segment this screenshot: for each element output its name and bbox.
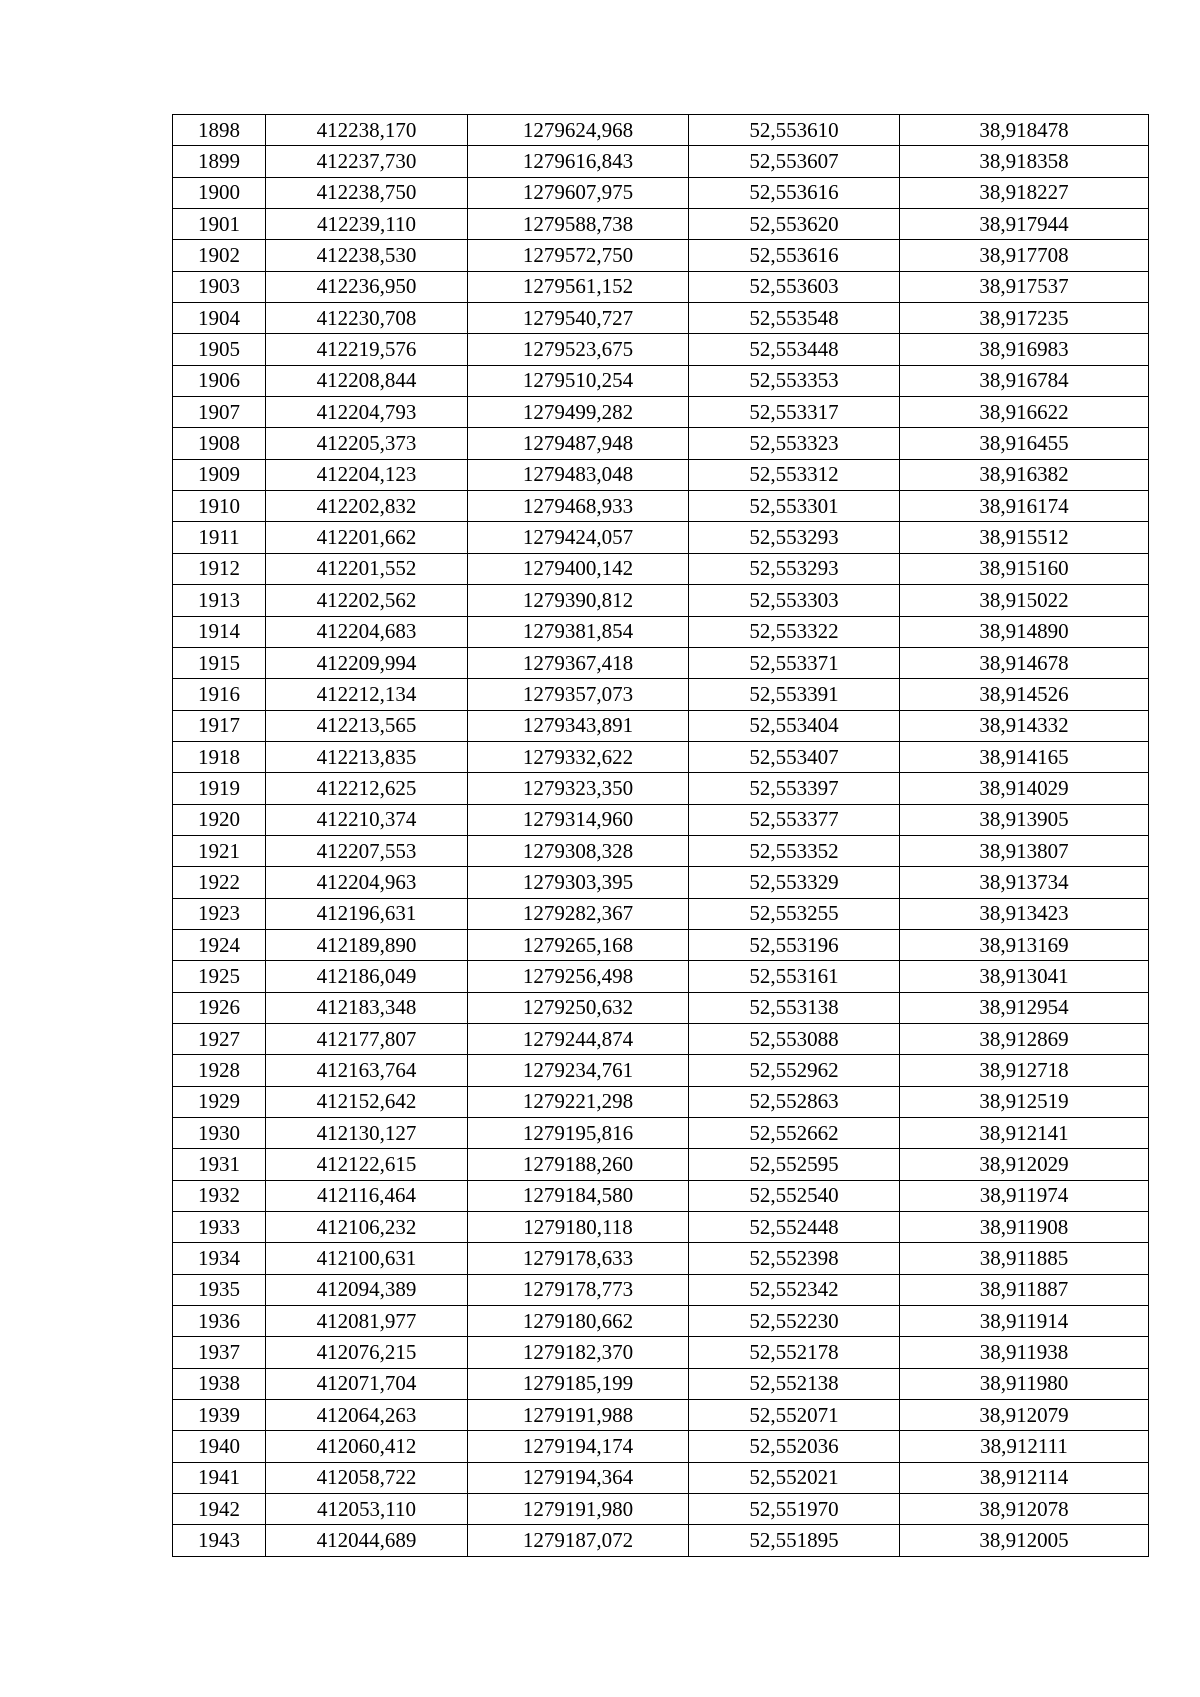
point-number-cell: 1914 xyxy=(173,616,266,647)
point-number-cell: 1912 xyxy=(173,553,266,584)
point-number-cell: 1911 xyxy=(173,522,266,553)
y-coordinate-cell: 1279381,854 xyxy=(468,616,689,647)
latitude-cell: 52,553255 xyxy=(689,898,900,929)
point-number-cell: 1935 xyxy=(173,1274,266,1305)
latitude-cell: 52,552342 xyxy=(689,1274,900,1305)
longitude-cell: 38,915512 xyxy=(900,522,1149,553)
x-coordinate-cell: 412212,134 xyxy=(266,679,468,710)
x-coordinate-cell: 412238,530 xyxy=(266,240,468,271)
longitude-cell: 38,917708 xyxy=(900,240,1149,271)
longitude-cell: 38,911885 xyxy=(900,1243,1149,1274)
y-coordinate-cell: 1279250,632 xyxy=(468,992,689,1023)
longitude-cell: 38,912029 xyxy=(900,1149,1149,1180)
x-coordinate-cell: 412116,464 xyxy=(266,1180,468,1211)
table-row xyxy=(173,773,1149,804)
y-coordinate-cell: 1279487,948 xyxy=(468,428,689,459)
longitude-cell: 38,918227 xyxy=(900,177,1149,208)
point-number-cell: 1920 xyxy=(173,804,266,835)
point-number-cell: 1915 xyxy=(173,647,266,678)
x-coordinate-cell: 412058,722 xyxy=(266,1462,468,1493)
table-row xyxy=(173,585,1149,616)
longitude-cell: 38,916784 xyxy=(900,365,1149,396)
latitude-cell: 52,552962 xyxy=(689,1055,900,1086)
y-coordinate-cell: 1279468,933 xyxy=(468,491,689,522)
x-coordinate-cell: 412053,110 xyxy=(266,1494,468,1525)
table-row xyxy=(173,1086,1149,1117)
point-number-cell: 1941 xyxy=(173,1462,266,1493)
point-number-cell: 1932 xyxy=(173,1180,266,1211)
y-coordinate-cell: 1279483,048 xyxy=(468,459,689,490)
point-number-cell: 1926 xyxy=(173,992,266,1023)
table-row xyxy=(173,1400,1149,1431)
longitude-cell: 38,914526 xyxy=(900,679,1149,710)
x-coordinate-cell: 412210,374 xyxy=(266,804,468,835)
table-row xyxy=(173,961,1149,992)
coordinate-table xyxy=(172,114,1149,1557)
y-coordinate-cell: 1279180,662 xyxy=(468,1306,689,1337)
table-row xyxy=(173,1525,1149,1556)
longitude-cell: 38,917537 xyxy=(900,271,1149,302)
longitude-cell: 38,914165 xyxy=(900,741,1149,772)
point-number-cell: 1927 xyxy=(173,1023,266,1054)
longitude-cell: 38,912869 xyxy=(900,1023,1149,1054)
latitude-cell: 52,553196 xyxy=(689,929,900,960)
longitude-cell: 38,914332 xyxy=(900,710,1149,741)
table-row xyxy=(173,522,1149,553)
longitude-cell: 38,914890 xyxy=(900,616,1149,647)
y-coordinate-cell: 1279510,254 xyxy=(468,365,689,396)
y-coordinate-cell: 1279256,498 xyxy=(468,961,689,992)
x-coordinate-cell: 412202,832 xyxy=(266,491,468,522)
x-coordinate-cell: 412100,631 xyxy=(266,1243,468,1274)
latitude-cell: 52,552071 xyxy=(689,1400,900,1431)
latitude-cell: 52,553323 xyxy=(689,428,900,459)
y-coordinate-cell: 1279184,580 xyxy=(468,1180,689,1211)
latitude-cell: 52,553161 xyxy=(689,961,900,992)
point-number-cell: 1899 xyxy=(173,146,266,177)
latitude-cell: 52,553377 xyxy=(689,804,900,835)
x-coordinate-cell: 412076,215 xyxy=(266,1337,468,1368)
table-row xyxy=(173,616,1149,647)
latitude-cell: 52,553293 xyxy=(689,522,900,553)
y-coordinate-cell: 1279308,328 xyxy=(468,835,689,866)
point-number-cell: 1929 xyxy=(173,1086,266,1117)
x-coordinate-cell: 412094,389 xyxy=(266,1274,468,1305)
point-number-cell: 1942 xyxy=(173,1494,266,1525)
latitude-cell: 52,552595 xyxy=(689,1149,900,1180)
table-row xyxy=(173,992,1149,1023)
longitude-cell: 38,913169 xyxy=(900,929,1149,960)
x-coordinate-cell: 412237,730 xyxy=(266,146,468,177)
y-coordinate-cell: 1279607,975 xyxy=(468,177,689,208)
table-row xyxy=(173,177,1149,208)
latitude-cell: 52,552036 xyxy=(689,1431,900,1462)
point-number-cell: 1934 xyxy=(173,1243,266,1274)
y-coordinate-cell: 1279561,152 xyxy=(468,271,689,302)
longitude-cell: 38,912078 xyxy=(900,1494,1149,1525)
latitude-cell: 52,553548 xyxy=(689,303,900,334)
x-coordinate-cell: 412212,625 xyxy=(266,773,468,804)
longitude-cell: 38,911974 xyxy=(900,1180,1149,1211)
latitude-cell: 52,552863 xyxy=(689,1086,900,1117)
longitude-cell: 38,912954 xyxy=(900,992,1149,1023)
x-coordinate-cell: 412204,963 xyxy=(266,867,468,898)
table-row xyxy=(173,1368,1149,1399)
y-coordinate-cell: 1279194,174 xyxy=(468,1431,689,1462)
table-row xyxy=(173,929,1149,960)
point-number-cell: 1905 xyxy=(173,334,266,365)
table-row xyxy=(173,867,1149,898)
longitude-cell: 38,914678 xyxy=(900,647,1149,678)
x-coordinate-cell: 412044,689 xyxy=(266,1525,468,1556)
table-row xyxy=(173,365,1149,396)
y-coordinate-cell: 1279424,057 xyxy=(468,522,689,553)
latitude-cell: 52,552021 xyxy=(689,1462,900,1493)
latitude-cell: 52,552398 xyxy=(689,1243,900,1274)
point-number-cell: 1928 xyxy=(173,1055,266,1086)
y-coordinate-cell: 1279188,260 xyxy=(468,1149,689,1180)
point-number-cell: 1903 xyxy=(173,271,266,302)
latitude-cell: 52,553616 xyxy=(689,240,900,271)
latitude-cell: 52,553407 xyxy=(689,741,900,772)
y-coordinate-cell: 1279178,633 xyxy=(468,1243,689,1274)
longitude-cell: 38,912079 xyxy=(900,1400,1149,1431)
longitude-cell: 38,913734 xyxy=(900,867,1149,898)
point-number-cell: 1906 xyxy=(173,365,266,396)
y-coordinate-cell: 1279624,968 xyxy=(468,115,689,146)
point-number-cell: 1933 xyxy=(173,1212,266,1243)
point-number-cell: 1917 xyxy=(173,710,266,741)
latitude-cell: 52,553303 xyxy=(689,585,900,616)
x-coordinate-cell: 412183,348 xyxy=(266,992,468,1023)
table-row xyxy=(173,553,1149,584)
y-coordinate-cell: 1279572,750 xyxy=(468,240,689,271)
longitude-cell: 38,914029 xyxy=(900,773,1149,804)
longitude-cell: 38,911914 xyxy=(900,1306,1149,1337)
table-row xyxy=(173,209,1149,240)
latitude-cell: 52,553610 xyxy=(689,115,900,146)
longitude-cell: 38,915022 xyxy=(900,585,1149,616)
longitude-cell: 38,915160 xyxy=(900,553,1149,584)
longitude-cell: 38,918478 xyxy=(900,115,1149,146)
x-coordinate-cell: 412230,708 xyxy=(266,303,468,334)
point-number-cell: 1923 xyxy=(173,898,266,929)
longitude-cell: 38,912519 xyxy=(900,1086,1149,1117)
x-coordinate-cell: 412201,552 xyxy=(266,553,468,584)
latitude-cell: 52,553301 xyxy=(689,491,900,522)
x-coordinate-cell: 412202,562 xyxy=(266,585,468,616)
latitude-cell: 52,553312 xyxy=(689,459,900,490)
longitude-cell: 38,912141 xyxy=(900,1118,1149,1149)
table-row xyxy=(173,1055,1149,1086)
point-number-cell: 1925 xyxy=(173,961,266,992)
latitude-cell: 52,552540 xyxy=(689,1180,900,1211)
table-row xyxy=(173,1494,1149,1525)
point-number-cell: 1939 xyxy=(173,1400,266,1431)
point-number-cell: 1940 xyxy=(173,1431,266,1462)
table-row xyxy=(173,1023,1149,1054)
longitude-cell: 38,912111 xyxy=(900,1431,1149,1462)
latitude-cell: 52,553353 xyxy=(689,365,900,396)
x-coordinate-cell: 412207,553 xyxy=(266,835,468,866)
point-number-cell: 1902 xyxy=(173,240,266,271)
point-number-cell: 1918 xyxy=(173,741,266,772)
y-coordinate-cell: 1279400,142 xyxy=(468,553,689,584)
x-coordinate-cell: 412064,263 xyxy=(266,1400,468,1431)
y-coordinate-cell: 1279182,370 xyxy=(468,1337,689,1368)
latitude-cell: 52,551895 xyxy=(689,1525,900,1556)
x-coordinate-cell: 412130,127 xyxy=(266,1118,468,1149)
y-coordinate-cell: 1279303,395 xyxy=(468,867,689,898)
longitude-cell: 38,913905 xyxy=(900,804,1149,835)
latitude-cell: 52,552230 xyxy=(689,1306,900,1337)
y-coordinate-cell: 1279194,364 xyxy=(468,1462,689,1493)
x-coordinate-cell: 412238,750 xyxy=(266,177,468,208)
point-number-cell: 1900 xyxy=(173,177,266,208)
table-row xyxy=(173,898,1149,929)
point-number-cell: 1910 xyxy=(173,491,266,522)
latitude-cell: 52,553329 xyxy=(689,867,900,898)
table-row xyxy=(173,1337,1149,1368)
x-coordinate-cell: 412238,170 xyxy=(266,115,468,146)
x-coordinate-cell: 412189,890 xyxy=(266,929,468,960)
x-coordinate-cell: 412204,683 xyxy=(266,616,468,647)
latitude-cell: 52,553397 xyxy=(689,773,900,804)
longitude-cell: 38,911908 xyxy=(900,1212,1149,1243)
x-coordinate-cell: 412071,704 xyxy=(266,1368,468,1399)
coordinate-table-body xyxy=(173,115,1149,1557)
y-coordinate-cell: 1279332,622 xyxy=(468,741,689,772)
latitude-cell: 52,553088 xyxy=(689,1023,900,1054)
y-coordinate-cell: 1279265,168 xyxy=(468,929,689,960)
table-row xyxy=(173,115,1149,146)
latitude-cell: 52,553352 xyxy=(689,835,900,866)
x-coordinate-cell: 412081,977 xyxy=(266,1306,468,1337)
point-number-cell: 1919 xyxy=(173,773,266,804)
longitude-cell: 38,917944 xyxy=(900,209,1149,240)
table-row xyxy=(173,271,1149,302)
x-coordinate-cell: 412209,994 xyxy=(266,647,468,678)
latitude-cell: 52,553322 xyxy=(689,616,900,647)
y-coordinate-cell: 1279499,282 xyxy=(468,397,689,428)
latitude-cell: 52,553620 xyxy=(689,209,900,240)
table-row xyxy=(173,428,1149,459)
longitude-cell: 38,916622 xyxy=(900,397,1149,428)
y-coordinate-cell: 1279234,761 xyxy=(468,1055,689,1086)
table-row xyxy=(173,1243,1149,1274)
y-coordinate-cell: 1279282,367 xyxy=(468,898,689,929)
point-number-cell: 1916 xyxy=(173,679,266,710)
x-coordinate-cell: 412163,764 xyxy=(266,1055,468,1086)
longitude-cell: 38,913041 xyxy=(900,961,1149,992)
y-coordinate-cell: 1279523,675 xyxy=(468,334,689,365)
x-coordinate-cell: 412204,793 xyxy=(266,397,468,428)
table-row xyxy=(173,741,1149,772)
longitude-cell: 38,916174 xyxy=(900,491,1149,522)
table-row xyxy=(173,240,1149,271)
table-row xyxy=(173,1274,1149,1305)
point-number-cell: 1921 xyxy=(173,835,266,866)
latitude-cell: 52,552448 xyxy=(689,1212,900,1243)
x-coordinate-cell: 412106,232 xyxy=(266,1212,468,1243)
table-row xyxy=(173,1306,1149,1337)
table-row xyxy=(173,710,1149,741)
table-row xyxy=(173,1431,1149,1462)
point-number-cell: 1908 xyxy=(173,428,266,459)
x-coordinate-cell: 412122,615 xyxy=(266,1149,468,1180)
y-coordinate-cell: 1279185,199 xyxy=(468,1368,689,1399)
y-coordinate-cell: 1279180,118 xyxy=(468,1212,689,1243)
point-number-cell: 1922 xyxy=(173,867,266,898)
latitude-cell: 52,553603 xyxy=(689,271,900,302)
x-coordinate-cell: 412204,123 xyxy=(266,459,468,490)
y-coordinate-cell: 1279187,072 xyxy=(468,1525,689,1556)
latitude-cell: 52,552138 xyxy=(689,1368,900,1399)
longitude-cell: 38,911887 xyxy=(900,1274,1149,1305)
point-number-cell: 1913 xyxy=(173,585,266,616)
y-coordinate-cell: 1279178,773 xyxy=(468,1274,689,1305)
longitude-cell: 38,913807 xyxy=(900,835,1149,866)
longitude-cell: 38,916382 xyxy=(900,459,1149,490)
table-row xyxy=(173,1149,1149,1180)
latitude-cell: 52,552178 xyxy=(689,1337,900,1368)
table-row xyxy=(173,835,1149,866)
x-coordinate-cell: 412152,642 xyxy=(266,1086,468,1117)
point-number-cell: 1901 xyxy=(173,209,266,240)
longitude-cell: 38,917235 xyxy=(900,303,1149,334)
longitude-cell: 38,911980 xyxy=(900,1368,1149,1399)
point-number-cell: 1936 xyxy=(173,1306,266,1337)
point-number-cell: 1909 xyxy=(173,459,266,490)
table-row xyxy=(173,334,1149,365)
table-row xyxy=(173,804,1149,835)
longitude-cell: 38,916983 xyxy=(900,334,1149,365)
longitude-cell: 38,912005 xyxy=(900,1525,1149,1556)
table-row xyxy=(173,1212,1149,1243)
y-coordinate-cell: 1279540,727 xyxy=(468,303,689,334)
y-coordinate-cell: 1279357,073 xyxy=(468,679,689,710)
x-coordinate-cell: 412213,565 xyxy=(266,710,468,741)
y-coordinate-cell: 1279616,843 xyxy=(468,146,689,177)
x-coordinate-cell: 412201,662 xyxy=(266,522,468,553)
latitude-cell: 52,553371 xyxy=(689,647,900,678)
table-row xyxy=(173,647,1149,678)
point-number-cell: 1938 xyxy=(173,1368,266,1399)
x-coordinate-cell: 412205,373 xyxy=(266,428,468,459)
y-coordinate-cell: 1279314,960 xyxy=(468,804,689,835)
table-row xyxy=(173,459,1149,490)
latitude-cell: 52,553293 xyxy=(689,553,900,584)
x-coordinate-cell: 412186,049 xyxy=(266,961,468,992)
y-coordinate-cell: 1279323,350 xyxy=(468,773,689,804)
x-coordinate-cell: 412213,835 xyxy=(266,741,468,772)
longitude-cell: 38,916455 xyxy=(900,428,1149,459)
y-coordinate-cell: 1279195,816 xyxy=(468,1118,689,1149)
latitude-cell: 52,551970 xyxy=(689,1494,900,1525)
y-coordinate-cell: 1279244,874 xyxy=(468,1023,689,1054)
table-row xyxy=(173,1118,1149,1149)
latitude-cell: 52,553404 xyxy=(689,710,900,741)
point-number-cell: 1898 xyxy=(173,115,266,146)
y-coordinate-cell: 1279191,988 xyxy=(468,1400,689,1431)
point-number-cell: 1931 xyxy=(173,1149,266,1180)
latitude-cell: 52,553448 xyxy=(689,334,900,365)
table-row xyxy=(173,146,1149,177)
longitude-cell: 38,912718 xyxy=(900,1055,1149,1086)
x-coordinate-cell: 412196,631 xyxy=(266,898,468,929)
x-coordinate-cell: 412208,844 xyxy=(266,365,468,396)
latitude-cell: 52,552662 xyxy=(689,1118,900,1149)
point-number-cell: 1930 xyxy=(173,1118,266,1149)
table-row xyxy=(173,1462,1149,1493)
point-number-cell: 1943 xyxy=(173,1525,266,1556)
y-coordinate-cell: 1279390,812 xyxy=(468,585,689,616)
x-coordinate-cell: 412236,950 xyxy=(266,271,468,302)
table-row xyxy=(173,303,1149,334)
x-coordinate-cell: 412060,412 xyxy=(266,1431,468,1462)
y-coordinate-cell: 1279221,298 xyxy=(468,1086,689,1117)
y-coordinate-cell: 1279343,891 xyxy=(468,710,689,741)
latitude-cell: 52,553138 xyxy=(689,992,900,1023)
table-row xyxy=(173,1180,1149,1211)
point-number-cell: 1907 xyxy=(173,397,266,428)
y-coordinate-cell: 1279588,738 xyxy=(468,209,689,240)
latitude-cell: 52,553607 xyxy=(689,146,900,177)
y-coordinate-cell: 1279191,980 xyxy=(468,1494,689,1525)
x-coordinate-cell: 412219,576 xyxy=(266,334,468,365)
table-row xyxy=(173,397,1149,428)
longitude-cell: 38,911938 xyxy=(900,1337,1149,1368)
latitude-cell: 52,553317 xyxy=(689,397,900,428)
latitude-cell: 52,553616 xyxy=(689,177,900,208)
x-coordinate-cell: 412177,807 xyxy=(266,1023,468,1054)
point-number-cell: 1904 xyxy=(173,303,266,334)
x-coordinate-cell: 412239,110 xyxy=(266,209,468,240)
latitude-cell: 52,553391 xyxy=(689,679,900,710)
longitude-cell: 38,918358 xyxy=(900,146,1149,177)
table-row xyxy=(173,491,1149,522)
y-coordinate-cell: 1279367,418 xyxy=(468,647,689,678)
longitude-cell: 38,912114 xyxy=(900,1462,1149,1493)
point-number-cell: 1924 xyxy=(173,929,266,960)
longitude-cell: 38,913423 xyxy=(900,898,1149,929)
table-row xyxy=(173,679,1149,710)
point-number-cell: 1937 xyxy=(173,1337,266,1368)
